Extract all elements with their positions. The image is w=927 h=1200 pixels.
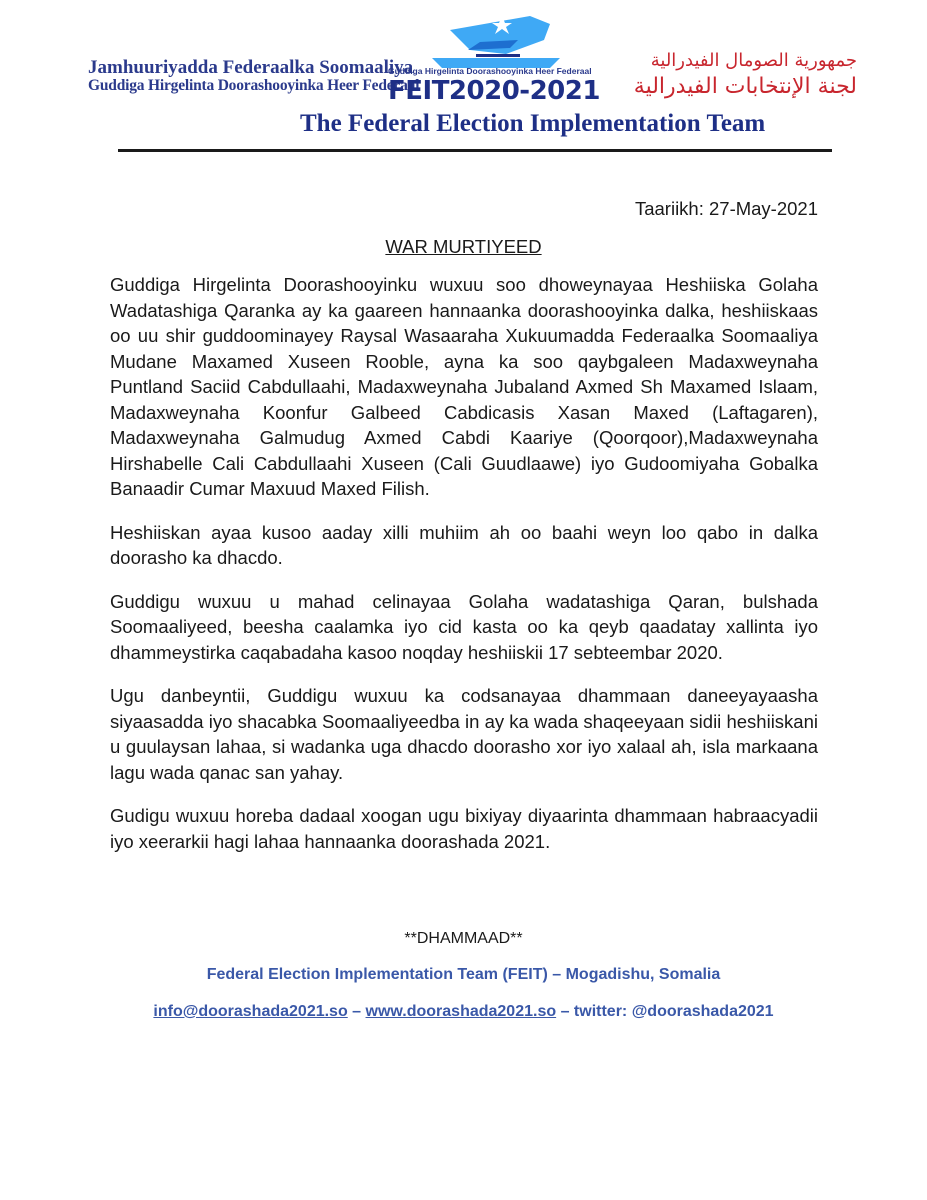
footer-org: Federal Election Implementation Team (FEIT) – Mogadishu, Somalia <box>206 966 721 983</box>
paragraph: Guddiga Hirgelinta Doorashooyinku wuxuu soo dhoweynayaa Heshiiska Golaha Wadatashiga Qaranka ay ka gaareen hannaanka doorashooyinka dalka, heshiiskaas oo uu shir guddoominayey Raysal Wasaaraha Xukuumadda Federaalka Soomaaliya Mudane Maxamed Xuseen Rooble, ayna ka soo qaybgaleen Madaxweynaha Puntland Saciid Cabdullaahi, Madaxweynaha Jubaland Axmed Sh Maxamed Islaam, Madaxweynaha Koonfur Galbeed Cabdicasis Xasan Maxed (Laftagaren), Madaxweynaha Galmudug Axmed Cabdi Kaariye (Qoorqoor),Madaxweynaha Hirshabelle Cali Cabdullaahi Xuseen (Cali Guudlaawe) iyo Gudoomiyaha Gobalka Banaadir Cumar Maxuud Maxed Filish. <box>110 274 818 499</box>
letterhead-right-block <box>587 50 857 100</box>
committee-name-arabic: لجنة الإنتخابات الفيدرالية <box>633 73 857 99</box>
paragraph: Gudigu wuxuu horeba dadaal xoogan ugu bixiyay diyaarinta dhammaan habraacyadii iyo xeerarkii hagi lahaa hannaanka doorashada 2021. <box>110 805 818 852</box>
republic-name-somali: Jamhuuriyadda Federaalka Soomaaliya <box>88 57 414 78</box>
footer-contacts <box>0 1003 927 1021</box>
letterhead <box>0 0 927 160</box>
team-name: The Federal Election Implementation Team <box>300 110 766 137</box>
letterhead-divider <box>118 149 832 152</box>
committee-name-somali: Guddiga Hirgelinta Doorashooyinka Heer Federaal <box>88 76 420 94</box>
footer-separator: – <box>347 1003 366 1020</box>
document-body <box>110 272 818 872</box>
paragraph: Guddigu wuxuu u mahad celinayaa Golaha wadatashiga Qaran, bulshada Soomaaliyeed, beesha caalamka iyo cid kasta oo ka qeyb qaadatay xallinta iyo dhammeystirka caqabadaha kasoo noqday heshiiskii 17 sebteembar 2020. <box>110 590 818 663</box>
end-marker: **DHAMMAAD** <box>404 930 523 947</box>
letterhead-left-block <box>88 57 420 94</box>
document-title: WAR MURTIYEED <box>385 236 542 257</box>
logo-name: FEIT2020-2021 <box>388 76 600 106</box>
republic-name-arabic: جمهورية الصومال الفيدرالية <box>650 50 857 71</box>
logo-subtitle: Guddiga Hirgelinta Doorashooyinka Heer Federaal <box>388 66 592 76</box>
paragraph: Heshiiskan ayaa kusoo aaday xilli muhiim ah oo baahi weyn loo qabo in dalka doorasho ka dhacdo. <box>110 521 818 568</box>
paragraph: Ugu danbeyntii, Guddigu wuxuu ka codsanayaa dhammaan daneeyayaasha siyaasadda iyo shacabka Soomaaliyeedba in ay ka wada shaqeeyaan sidii heshiiskani u guulaysan lahaa, si wadanka uga dhacdo doorasho xor iyo xalaal ah, isla markaana lagu wada qanac san yahay. <box>110 685 818 783</box>
website-link[interactable]: www.doorashada2021.so <box>365 1003 557 1020</box>
email-link[interactable]: info@doorashada2021.so <box>153 1003 348 1020</box>
document-date: Taariikh: 27-May-2021 <box>634 198 818 219</box>
twitter-handle: – twitter: @doorashada2021 <box>556 1003 774 1020</box>
